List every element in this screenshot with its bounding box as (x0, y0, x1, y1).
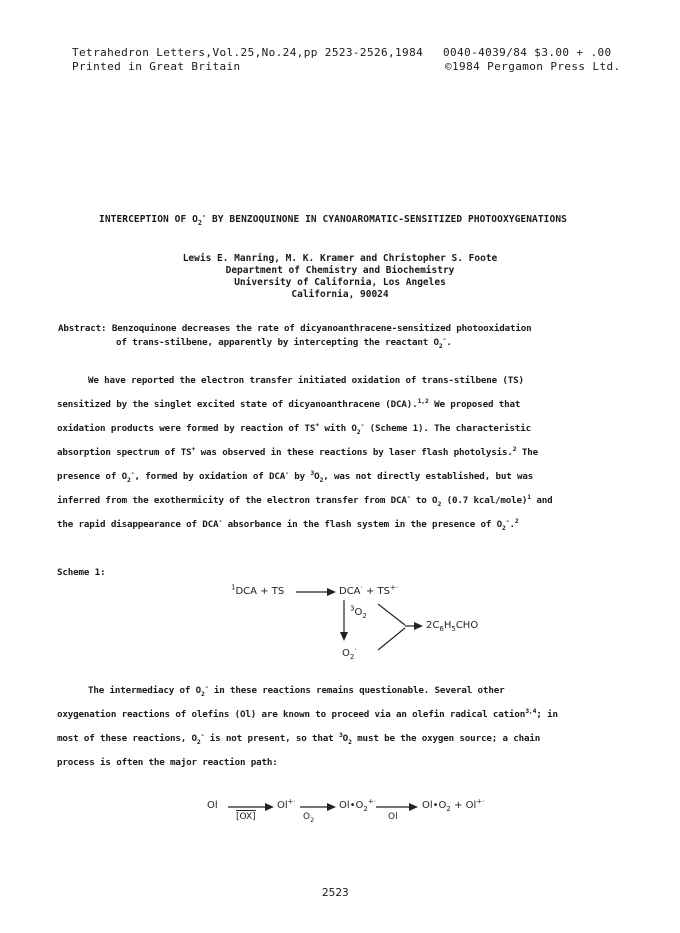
equation-oxidant: [OX] (236, 812, 256, 822)
para1-line-5: presence of $O_2^-$, formed by oxidation of DCA- by $^3O_2$, was not directly established, but was (57, 468, 534, 484)
abstract-line-1: Abstract: Benzoquinone decreases the rate of dicyanoanthracene-sensitized photooxidation (58, 323, 532, 334)
scheme-radical-ions: DCA· + TS+· (339, 583, 399, 597)
scheme-reactants: $^1$DCA + TS (231, 583, 285, 597)
equation-olefin-radical-cation: Ol+· (277, 797, 296, 811)
scheme-superoxide: $O_2^\cdot$ (342, 645, 357, 661)
page-number: 2523 (322, 887, 349, 899)
para2-line-3: most of these reactions, $O_2^-$ is not present, so that $^3O_2$ must be the oxygen source; a chain (57, 730, 541, 746)
abstract-line-2: of trans-stilbene, apparently by intercepting the reactant $O_2^-$. (116, 334, 452, 350)
para1-line-2: sensitized by the singlet excited state of dicyanoanthracene (DCA).$^{1,2}$ We proposed that (57, 396, 521, 410)
author-location: California, 90024 (291, 289, 389, 300)
journal-citation: Tetrahedron Letters,Vol.25,No.24,pp 2523-2526,1984 (72, 46, 424, 59)
equation-oxygen-addition-arrow (300, 803, 336, 811)
author-university: University of California, Los Angeles (234, 277, 446, 288)
scheme-forward-arrow (296, 588, 336, 596)
para1-line-4: absorption spectrum of TS+ was observed in these reactions by laser flash photolysis.$^2$ The (57, 444, 539, 458)
equation-peroxy-intermediate: $Ol•O_2^{+\cdot}$ (339, 797, 376, 813)
author-names: Lewis E. Manring, M. K. Kramer and Christopher S. Foote (182, 253, 498, 264)
article-title: INTERCEPTION OF $O_2^-$ BY BENZOQUINONE IN CYANOAROMATIC-SENSITIZED PHOTOOXYGENATIONS (99, 211, 567, 227)
scheme-triplet-oxygen: $^3O_2$ (350, 604, 367, 620)
para2-line-1: The intermediacy of $O_2^-$ in these reactions remains questionable. Several other (88, 682, 505, 698)
equation-olefin: Ol (207, 800, 218, 811)
para1-line-6: inferred from the exothermicity of the electron transfer from DCA- to $O_2$ (0.7 kcal/mole)$^1$ and (57, 492, 553, 508)
para1-line-3: oxidation products were formed by reaction of TS+ with $O_2^-$ (Scheme 1). The characteristic (57, 420, 532, 436)
para1-line-1: We have reported the electron transfer initiated oxidation of trans-stilbene (TS) (88, 375, 524, 386)
equation-oxygen-reagent: $O_2$ (303, 812, 315, 824)
para2-line-2: oxygenation reactions of olefins (Ol) are known to proceed via an olefin radical cation$^{3,4}$; in (57, 706, 558, 720)
para1-line-7: the rapid disappearance of DCA- absorbance in the flash system in the presence of $O_2^-.^2$ (57, 516, 519, 532)
scheme-down-arrow (340, 600, 348, 641)
scheme-label: Scheme 1: (57, 567, 106, 578)
copyright: ©1984 Pergamon Press Ltd. (445, 60, 621, 73)
equation-olefin-reagent: Ol (388, 812, 398, 822)
equation-chain-arrow (376, 803, 418, 811)
para2-line-4: process is often the major reaction path: (57, 757, 278, 768)
scheme-benzaldehyde-product: $2C_6H_5CHO$ (426, 620, 479, 633)
author-department: Department of Chemistry and Biochemistry (225, 265, 455, 276)
article-price: 0040-4039/84 $3.00 + .00 (443, 46, 612, 59)
scheme-converging-arrow (378, 604, 423, 650)
equation-products: $Ol•O_2 + Ol^{+\cdot}$ (422, 797, 485, 813)
printed-in: Printed in Great Britain (72, 60, 241, 73)
